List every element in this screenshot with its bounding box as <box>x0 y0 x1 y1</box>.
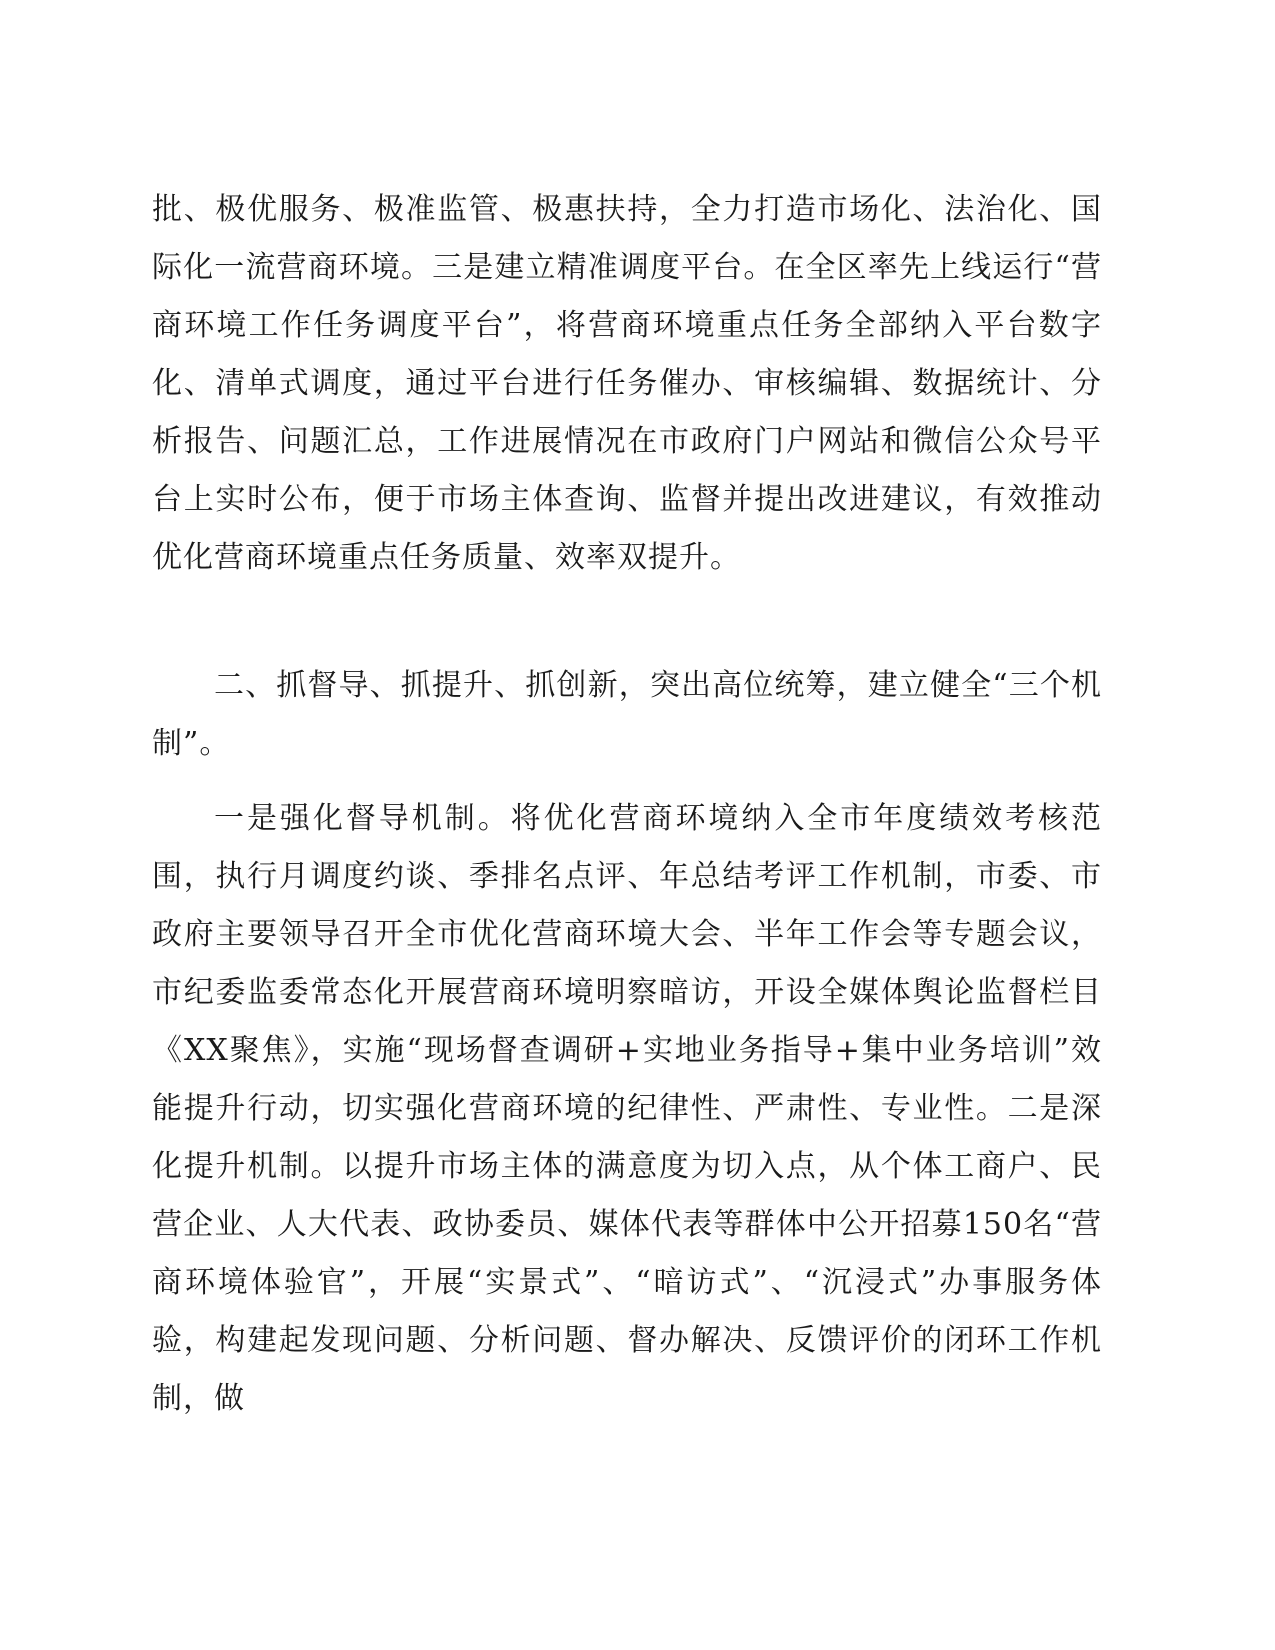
body-paragraph: 一是强化督导机制。将优化营商环境纳入全市年度绩效考核范围，执行月调度约谈、季排名点评、年总结考评工作机制，市委、市政府主要领导召开全市优化营商环境大会、半年工作会等专题会议，市纪委监委常态化开展营商环境明察暗访，开设全媒体舆论监督栏目《XX聚焦》，实施“现场督查调研+实地业务指导+集中业务培训”效能提升行动，切实强化营商环境的纪律性、严肃性、专业性。二是深化提升机制。以提升市场主体的满意度为切入点，从个体工商户、民营企业、人大代表、政协委员、媒体代表等群体中公开招募150名“营商环境体验官”，开展“实景式”、“暗访式”、“沉浸式”办事服务体验，构建起发现问题、分析问题、督办解决、反馈评价的闭环工作机制，做 <box>152 801 1102 1416</box>
body-paragraph-continuation: 批、极优服务、极准监管、极惠扶持，全力打造市场化、法治化、国际化一流营商环境。三是建立精准调度平台。在全区率先上线运行“营商环境工作任务调度平台”，将营商环境重点任务全部纳入平台数字化、清单式调度，通过平台进行任务催办、审核编辑、数据统计、分析报告、问题汇总，工作进展情况在市政府门户网站和微信公众号平台上实时公布，便于市场主体查询、监督并提出改进建议，有效推动优化营商环境重点任务质量、效率双提升。 <box>152 192 1102 575</box>
section-heading-paragraph: 二、抓督导、抓提升、抓创新，突出高位统筹，建立健全“三个机制”。 <box>152 668 1102 761</box>
